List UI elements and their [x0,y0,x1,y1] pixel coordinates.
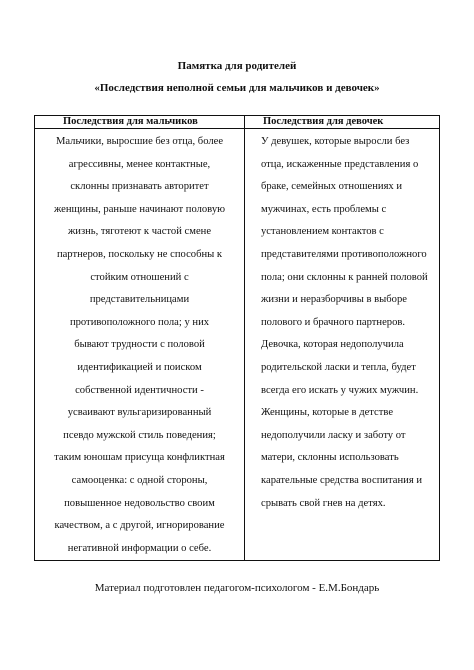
text-line: самооценка: с одной стороны, [71,474,208,486]
text-line: срывать свой гнев на детях. [261,497,386,509]
text-line: усваивают вульгаризированный [67,407,212,419]
text-line: браке, семейных отношениях и [261,181,403,193]
header-girls: Последствия для девочек [245,116,440,129]
text-line: установлением контактов с [261,226,384,238]
boys-consequences-cell [35,129,245,561]
table-header-row [35,116,440,129]
text-line: агрессивны, менее контактные, [68,158,211,170]
text-line: полового и брачного партнеров. [261,316,406,328]
text-line: собственной идентичности - [75,384,204,396]
text-line: женщины, раньше начинают половую [53,203,226,215]
text-line: бывают трудности с половой [74,339,205,351]
text-line: склонны признавать авторитет [70,181,209,193]
text-line: таким юношам присуща конфликтная [54,452,225,464]
text-line: повышенное недовольство своим [64,497,215,509]
text-line: стойким отношений с [90,271,189,283]
text-line: карательные средства воспитания и [261,474,423,486]
text-line: недополучили ласку и заботу от [261,429,406,441]
text-line: всегда его искать у чужих мужчин. [261,384,419,396]
document-title: Памятка для родителей [177,60,297,72]
text-line: Мальчики, выросшие без отца, более [55,136,224,147]
text-line: матери, склонны использовать [261,452,399,464]
text-line: пола; они склонны к ранней половой [261,271,428,283]
text-line: жизнь, тяготеют к частой смене [67,226,212,238]
text-line: качеством, а с другой, игнорирование [54,520,225,532]
girls-consequences-cell [245,129,440,561]
text-line: Женщины, которые в детстве [261,407,394,419]
text-line: негативной информации о себе. [67,542,212,554]
header-boys: Последствия для мальчиков [35,116,245,129]
text-line: родительской ласки и тепла, будет [261,361,416,373]
text-line: мужчинах, есть проблемы с [261,203,387,215]
table-body-row [35,129,440,561]
boys-consequences-text [35,129,244,560]
document-subtitle: «Последствия неполной семьи для мальчиков и девочек» [94,82,380,94]
text-line: представительницами [89,294,190,306]
text-line: У девушек, которые выросли без [261,136,410,147]
text-line: Девочка, которая недополучила [261,339,404,351]
text-line: партнеров, поскольку не способны к [56,248,223,260]
text-line: жизни и неразборчивы в выборе [261,294,407,306]
text-line: представителями противоположного [261,248,427,260]
girls-consequences-text [245,129,439,515]
text-line: противоположного пола; у них [69,316,210,328]
text-line: отца, искаженные представления о [261,158,419,170]
document-footer: Материал подготовлен педагогом-психологом - Е.М.Бондарь [94,582,380,594]
text-line: псевдо мужской стиль поведения; [63,429,216,441]
text-line: идентификацией и поиском [77,361,202,373]
consequences-table [34,115,440,561]
